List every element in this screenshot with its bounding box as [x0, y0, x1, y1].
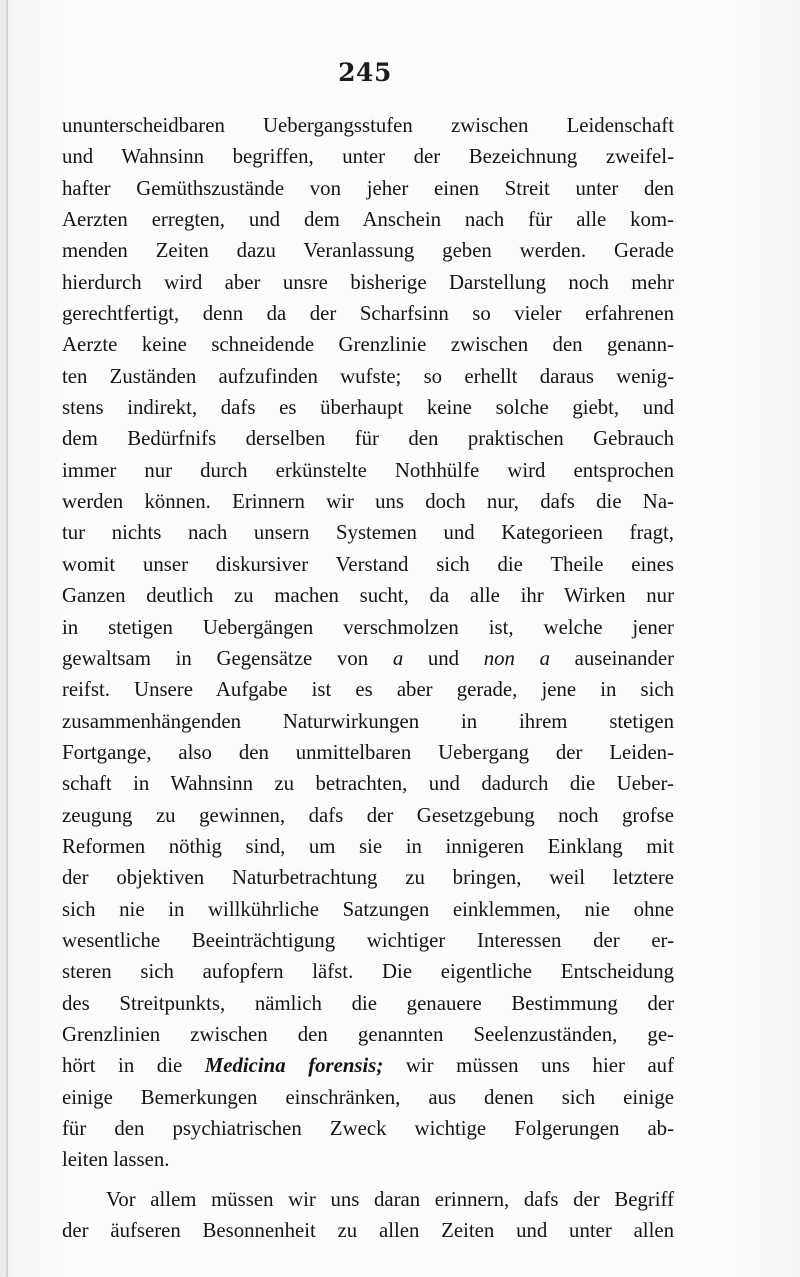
text-line [62, 392, 674, 423]
text-segment: und Wahnsinn begriffen, unter der Bezeichnung zweifel- [62, 145, 674, 169]
text-segment: ununterscheidbaren Uebergangsstufen zwischen Leidenschaft [62, 114, 674, 137]
text-line [62, 267, 674, 298]
text-line [62, 1144, 674, 1175]
paragraph [62, 1184, 674, 1247]
text-line [62, 988, 674, 1019]
text-segment: des Streitpunkts, nämlich die genauere Bestimmung der [62, 991, 674, 1015]
text-line [62, 549, 674, 580]
text-segment: stens indirekt, dafs es überhaupt keine solche giebt, und [62, 396, 674, 420]
text-line [62, 831, 674, 862]
text-segment: und [403, 646, 484, 670]
body-text [62, 110, 674, 1246]
text-segment: steren sich aufopfern läfst. Die eigentliche Entscheidung [62, 960, 674, 984]
text-line [62, 800, 674, 831]
text-line [62, 173, 674, 204]
text-segment: Aerzte keine schneidende Grenzlinie zwischen den genann- [62, 333, 674, 357]
emphasis-text: a [392, 646, 404, 670]
paragraph [62, 110, 674, 1176]
text-segment: reifst. Unsere Aufgabe ist es aber gerade, jene in sich [62, 678, 674, 702]
text-line [62, 235, 674, 266]
text-segment: ten Zuständen aufzufinden wufste; so erhellt daraus wenig- [62, 364, 674, 388]
text-line [62, 643, 674, 674]
text-segment: der äufseren Besonnenheit zu allen Zeiten und unter allen [62, 1219, 674, 1243]
text-segment: Ganzen deutlich zu machen sucht, da alle ihr Wirken nur [62, 584, 674, 608]
text-line [62, 706, 674, 737]
text-segment: dem Bedürfnifs derselben für den praktischen Gebrauch [62, 427, 674, 451]
text-line [62, 1113, 674, 1144]
text-line [62, 894, 674, 925]
text-line [62, 768, 674, 799]
text-line [62, 925, 674, 956]
text-segment: Fortgange, also den unmittelbaren Uebergang der Leiden- [62, 740, 674, 764]
text-segment: wesentliche Beeinträchtigung wichtiger Interessen der er- [62, 928, 674, 952]
text-line [62, 674, 674, 705]
text-segment: wir müssen uns hier auf [383, 1054, 674, 1078]
text-line [62, 141, 674, 172]
text-line [62, 423, 674, 454]
text-line [62, 486, 674, 517]
text-segment: Aerzten erregten, und dem Anschein nach für alle kom- [62, 208, 674, 232]
text-segment: in stetigen Uebergängen verschmolzen ist, welche jener [62, 615, 674, 639]
text-segment: der objektiven Naturbetrachtung zu bringen, weil letztere [62, 866, 674, 890]
page-number: 245 [338, 58, 392, 87]
text-segment: gerechtfertigt, denn da der Scharfsinn so vieler erfahrenen [62, 302, 674, 326]
text-segment: tur nichts nach unsern Systemen und Kategorieen fragt, [62, 521, 674, 545]
text-line [62, 1215, 674, 1246]
text-segment: womit unser diskursiver Verstand sich die Theile eines [62, 552, 674, 576]
text-line [62, 455, 674, 486]
text-segment: hafter Gemüthszustände von jeher einen Streit unter den [62, 176, 674, 200]
text-line [62, 580, 674, 611]
text-segment: auseinander [550, 646, 674, 670]
text-segment: gewaltsam in Gegensätze von [62, 646, 393, 670]
text-segment: Vor allem müssen wir uns daran erinnern, dafs der Begriff [106, 1187, 674, 1211]
text-segment: werden können. Erinnern wir uns doch nur, dafs die Na- [62, 490, 674, 514]
text-segment: zeugung zu gewinnen, dafs der Gesetzgebung noch grofse [62, 803, 674, 827]
text-line [62, 517, 674, 548]
text-segment: sich nie in willkührliche Satzungen einklemmen, nie ohne [62, 897, 674, 921]
text-line [62, 329, 674, 360]
text-line [62, 361, 674, 392]
text-segment: Grenzlinien zwischen den genannten Seelenzuständen, ge- [62, 1022, 674, 1046]
text-line [62, 737, 674, 768]
text-segment: einige Bemerkungen einschränken, aus denen sich einige [62, 1085, 674, 1109]
text-line [62, 1019, 674, 1050]
text-line [62, 1082, 674, 1113]
text-line [62, 298, 674, 329]
emphasis-text: non a [483, 646, 551, 670]
text-line [62, 1050, 674, 1081]
text-line [62, 956, 674, 987]
page-edge-shadow [6, 0, 8, 1277]
emphasis-text: Medicina forensis; [204, 1054, 384, 1078]
text-segment: hört in die [62, 1054, 205, 1078]
text-segment: leiten lassen. [62, 1148, 170, 1172]
text-segment: zusammenhängenden Naturwirkungen in ihrem stetigen [62, 709, 674, 733]
text-segment: für den psychiatrischen Zweck wichtige Folgerungen ab- [62, 1117, 674, 1140]
text-segment: menden Zeiten dazu Veranlassung geben werden. Gerade [62, 239, 674, 263]
text-segment: Reformen nöthig sind, um sie in innigeren Einklang mit [62, 834, 674, 858]
paragraph-gap [62, 1176, 674, 1184]
text-segment: hierdurch wird aber unsre bisherige Darstellung noch mehr [62, 270, 674, 294]
text-line [62, 862, 674, 893]
text-line [62, 1184, 674, 1215]
text-line [62, 204, 674, 235]
text-segment: schaft in Wahnsinn zu betrachten, und dadurch die Ueber- [62, 772, 674, 796]
text-line [62, 612, 674, 643]
text-line [62, 110, 674, 141]
text-segment: immer nur durch erkünstelte Nothhülfe wird entsprochen [62, 458, 674, 482]
